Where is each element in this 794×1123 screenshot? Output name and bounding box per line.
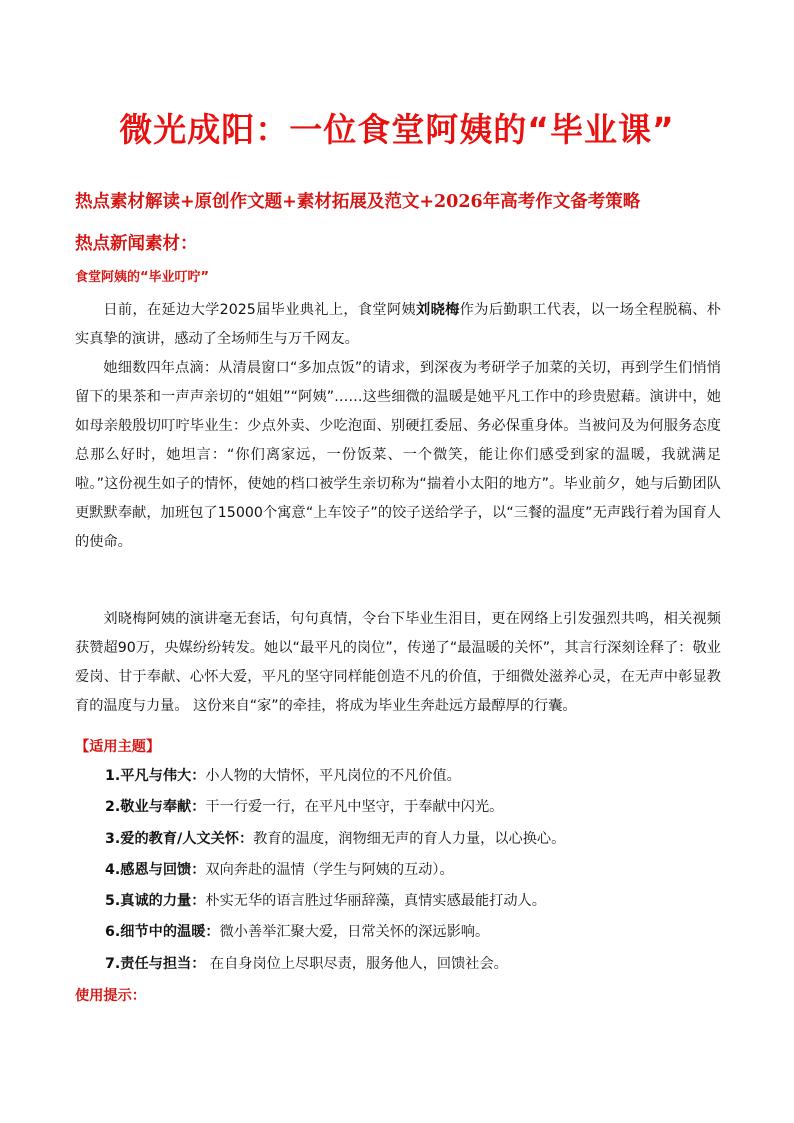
paragraph-3: 刘晓梅阿姨的演讲毫无套话，句句真情，令台下毕业生泪目，更在网络上引发强烈共鸣，相关视频获赞超90万，央媒纷纷转发。她以“最平凡的岗位”，传递了“最温暖的关怀”，其言行深刻诠释了：敬业爱岗、甘于奉献、心怀大爱，平凡的坚守同样能创造不凡的价值，于细微处滋养心灵，在无声中彰显教育的温度与力量。 这份来自“家”的牵挂，将成为毕业生奔赴远方最醇厚的行囊。 [75,611,721,714]
topic-title: 3.爱的教育/人文关怀： [105,830,254,847]
list-item [105,856,725,887]
topics-list [105,762,725,981]
list-item [105,762,725,793]
document-title: 微光成阳：一位食堂阿姨的“毕业课” [119,110,675,149]
usage-hint-label: 使用提示： [75,988,146,1004]
topic-title: 2.敬业与奉献： [105,799,206,816]
topic-title: 7.责任与担当： [105,955,206,972]
topic-desc: 朴实无华的语言胜过华丽辞藻，真情实感最能打动人。 [205,893,546,910]
topic-title: 5.真诚的力量： [105,893,206,910]
paragraph-1 [75,296,721,354]
list-item [105,918,725,949]
person-name: 刘晓梅 [416,302,460,318]
topic-title: 1.平凡与伟大： [105,768,206,784]
topic-desc: 微小善举汇聚大爱，日常关怀的深远影响。 [219,924,490,941]
topic-desc: 教育的温度，润物细无声的育人力量，以心换心。 [253,830,566,847]
topics-heading: 【适用主题】 [75,739,161,755]
list-item [105,887,725,918]
news-subheading: 食堂阿姨的“毕业叮咛” [75,270,210,285]
document-subtitle: 热点素材解读+原创作文题+素材拓展及范文+2026年高考作文备考策略 [75,192,641,212]
topic-desc: 干一行爱一行，在平凡中坚守，于奉献中闪光。 [205,799,504,816]
topic-title: 6.细节中的温暖： [105,924,220,941]
paragraph-1-after: 作为后勤职工代表，以一场全程脱稿、朴实真挚的演讲，感动了全场师生与万千网友。 [75,302,721,347]
list-item [105,950,725,981]
topic-desc: 在自身岗位上尽职尽责，服务他人，回馈社会。 [205,955,508,972]
paragraph-2: 她细数四年点滴：从清晨窗口“多加点饭”的请求，到深夜为考研学子加菜的关切，再到学生们悄悄留下的果茶和一声声亲切的“姐姐”“阿姨”……这些细微的温暖是她平凡工作中的珍贵慰藉。演讲中，她如母亲般殷切叮咛毕业生：少点外卖、少吃泡面、别硬扛委屈、务必保重身体。当被问及为何服务态度总那么好时，她坦言：“你们离家远，一份饭菜、一个微笑，能让你们感受到家的温暖，我就满足啦。”这份视生如子的情怀，使她的档口被学生亲切称为“揣着小太阳的地方”。毕业前夕，她与后勤团队更默默奉献，加班包了15000个寓意“上车饺子”的饺子送给学子，以“三餐的温度”无声践行着为国育人的使命。 [75,360,721,550]
news-section-heading: 热点新闻素材： [75,234,198,254]
topic-desc: 小人物的大情怀，平凡岗位的不凡价值。 [205,768,461,784]
topic-desc: 双向奔赴的温情（学生与阿姨的互动）。 [205,861,454,878]
paragraph-1-before: 日前，在延边大学2025届毕业典礼上，食堂阿姨 [103,302,417,318]
topic-title: 4.感恩与回馈： [105,861,206,878]
list-item [105,825,725,856]
list-item [105,793,725,824]
